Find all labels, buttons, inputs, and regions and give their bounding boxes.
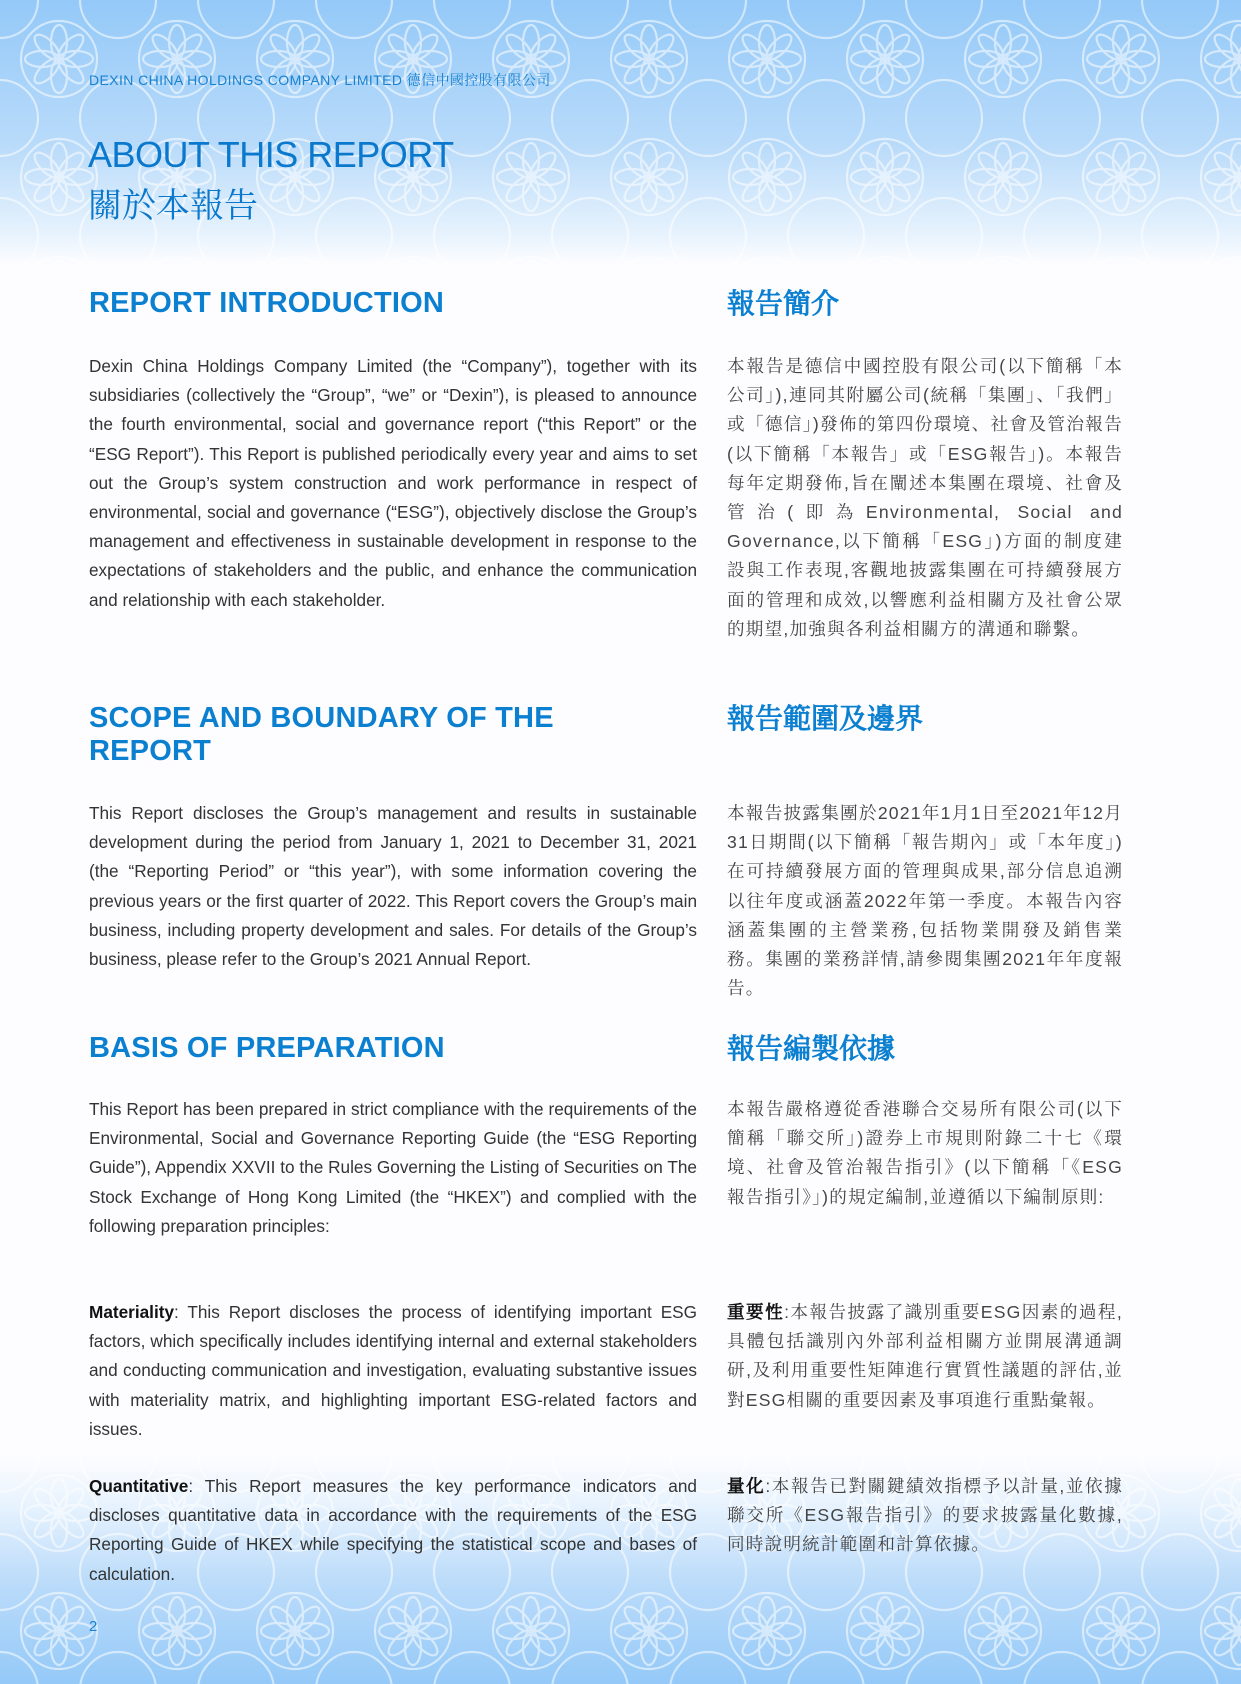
scope-section-zh (727, 702, 1123, 735)
basis-body-en: This Report has been prepared in strict compliance with the requirements of the Environmental, Social and Governance Reporting Guide (the “ESG Reporting Guide”), Appendix XXVII to the Rules Governing the Listing of Securities on The Stock Exchange of Hong Kong Limited (the “HKEX”) and complied with the following preparation principles: (89, 1099, 697, 1236)
intro-heading-zh: 報告簡介 (727, 288, 840, 319)
materiality-text-en: : This Report discloses the process of identifying important ESG factors, which specifically includes identifying internal and external stakeholders and conducting communication and investigation, evaluating substantive issues with materiality matrix, and highlighting important ESG-related factors and issues. (89, 1302, 697, 1439)
materiality-principle-zh (727, 1298, 1123, 1415)
quantitative-term-zh: 量化 (727, 1476, 766, 1496)
materiality-text-zh: :本報告披露了識別重要ESG因素的過程,具體包括識別內外部利益相關方並開展溝通調研,及利用重要性矩陣進行實質性議題的評估,並對ESG相關的重要因素及事項進行重點彙報。 (727, 1302, 1123, 1410)
quantitative-principle-zh (727, 1472, 1123, 1560)
intro-body-zh: 本報告是德信中國控股有限公司(以下簡稱「本公司」),連同其附屬公司(統稱「集團」、「我們」或「德信」)發佈的第四份環境、社會及管治報告(以下簡稱「本報告」或「ESG報告」)。本報告每年定期發佈,旨在闡述本集團在環境、社會及管治(即為Environmental, Social and Governance,以下簡稱「ESG」)方面的制度建設與工作表現,客觀地披露集團在可持續發展方面的管理和成效,以響應利益相關方及社會公眾的期望,加強與各利益相關方的溝通和聯繫。 (727, 356, 1123, 639)
quantitative-principle-en (89, 1472, 697, 1589)
intro-heading-en: REPORT INTRODUCTION (89, 287, 445, 319)
quantitative-term-en: Quantitative (89, 1476, 189, 1496)
basis-body-zh: 本報告嚴格遵從香港聯合交易所有限公司(以下簡稱「聯交所」)證券上市規則附錄二十七《環境、社會及管治報告指引》(以下簡稱「《ESG報告指引》」)的規定編制,並遵循以下編制原則: (727, 1099, 1123, 1207)
page-title-en: ABOUT THIS REPORT (88, 134, 454, 175)
quantitative-text-en: : This Report measures the key performance indicators and discloses quantitative data in accordance with the requirements of the ESG Reporting Guide of HKEX while specifying the statistical scope and bases of calculation. (89, 1476, 697, 1584)
basis-section-en (89, 1032, 697, 1065)
materiality-principle-en (89, 1298, 697, 1444)
page-title-zh: 關於本報告 (88, 187, 258, 225)
intro-section-zh (727, 287, 1123, 320)
materiality-term-en: Materiality (89, 1302, 175, 1322)
company-header: DEXIN CHINA HOLDINGS COMPANY LIMITED 德信中國控股有限公司 (89, 72, 551, 88)
intro-body-en: Dexin China Holdings Company Limited (the “Company”), together with its subsidiaries (collectively the “Group”, “we” or “Dexin”), is pleased to announce the fourth environmental, social and governance report (“this Report” or the “ESG Report”). This Report is published periodically every year and aims to set out the Group’s system construction and work performance in respect of environmental, social and governance (“ESG”), objectively disclose the Group’s management and effectiveness in sustainable development in response to the expectations of stakeholders and the public, and enhance the communication and relationship with each stakeholder. (89, 356, 697, 610)
scope-section-en (89, 702, 609, 768)
page-number: 2 (89, 1618, 98, 1635)
materiality-term-zh: 重要性 (727, 1302, 785, 1322)
quantitative-text-zh: :本報告已對關鍵績效指標予以計量,並依據聯交所《ESG報告指引》的要求披露量化數據,同時說明統計範圍和計算依據。 (727, 1476, 1123, 1555)
basis-section-zh (727, 1032, 1123, 1065)
intro-section-en (89, 287, 697, 320)
scope-body-en: This Report discloses the Group’s management and results in sustainable development during the period from January 1, 2021 to December 31, 2021 (the “Reporting Period” or “this year”), with some information covering the previous years or the first quarter of 2022. This Report covers the Group’s main business, including property development and sales. For details of the Group’s business, please refer to the Group’s 2021 Annual Report. (89, 803, 697, 970)
scope-heading-en: SCOPE AND BOUNDARY OF THE REPORT (89, 702, 554, 767)
scope-heading-zh: 報告範圍及邊界 (727, 703, 924, 734)
basis-heading-zh: 報告編製依據 (727, 1033, 896, 1064)
scope-body-zh: 本報告披露集團於2021年1月1日至2021年12月31日期間(以下簡稱「報告期內」或「本年度」)在可持續發展方面的管理與成果,部分信息追溯以往年度或涵蓋2022年第一季度。本報告內容涵蓋集團的主營業務,包括物業開發及銷售業務。集團的業務詳情,請參閱集團2021年年度報告。 (727, 803, 1123, 999)
basis-heading-en: BASIS OF PREPARATION (89, 1032, 445, 1064)
